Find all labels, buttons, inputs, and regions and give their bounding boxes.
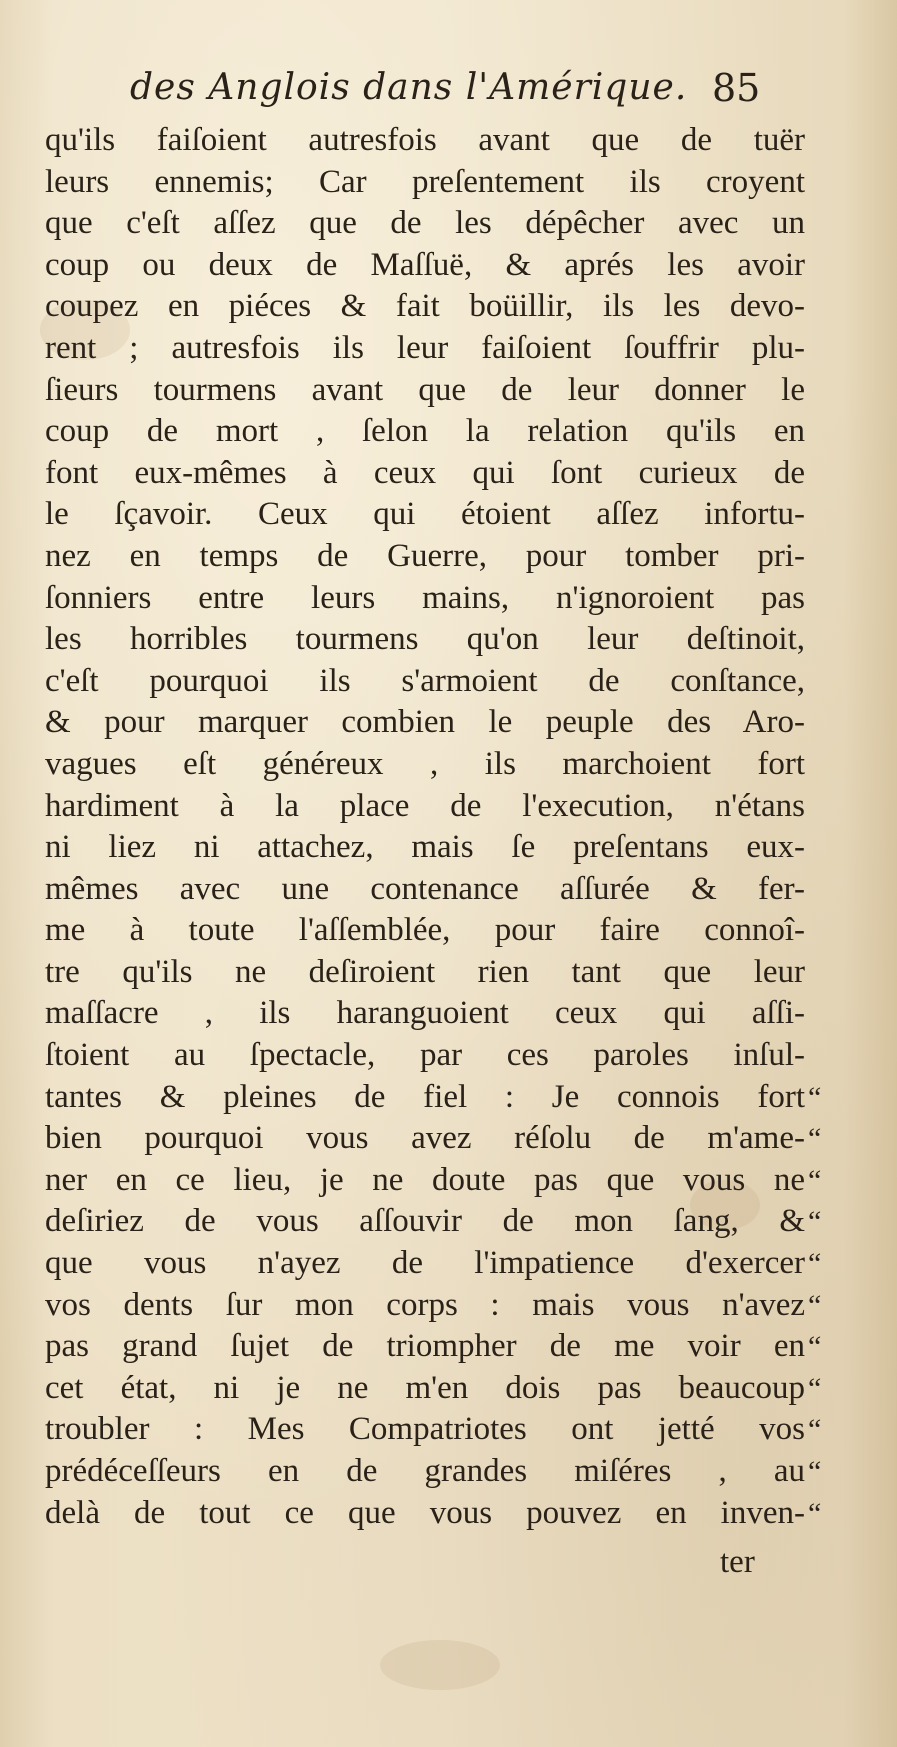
text-line: font eux-mêmes à ceux qui ſont curieux de (45, 454, 805, 491)
text-line: maſſacre , ils haranguoient ceux qui aſſi- (45, 995, 805, 1032)
margin-quotation-marks (808, 120, 868, 1534)
text-line: que vous n'ayez de l'impatience d'exercer (45, 1245, 805, 1282)
margin-quote-mark (808, 993, 868, 1035)
text-line: nez en temps de Guerre, pour tomber pri- (45, 537, 805, 574)
margin-quote-mark: “ (808, 1371, 822, 1405)
text-line: vos dents ſur mon corps : mais vous n'avez (45, 1286, 805, 1323)
text-line: c'eſt pourquoi ils s'armoient de conſtance, (45, 662, 805, 699)
margin-quote-mark (808, 1035, 868, 1077)
margin-quote-mark: “ (808, 1122, 822, 1156)
text-line: rent ; autresfois ils leur faiſoient ſouffrir plu- (45, 329, 805, 366)
text-line: ſieurs tourmens avant que de leur donner le (45, 371, 805, 408)
catchword: ter (720, 1544, 755, 1580)
margin-quote-mark: “ (808, 1080, 822, 1114)
margin-quote-mark (808, 536, 868, 578)
text-line: coupez en piéces & fait boüillir, ils les devo- (45, 288, 805, 325)
text-line: ner en ce lieu, je ne doute pas que vous ne (45, 1161, 805, 1198)
margin-quote-mark (808, 162, 868, 204)
text-line: vagues eſt généreux , ils marchoient fort (45, 745, 805, 782)
text-line: hardiment à la place de l'execution, n'étans (45, 787, 805, 824)
margin-quote-mark (808, 952, 868, 994)
margin-quote-mark: “ (808, 1288, 822, 1322)
running-title: des Anglois dans l'Amérique. (130, 67, 688, 108)
margin-quote-mark (808, 494, 868, 536)
text-line: tre qu'ils ne deſiroient rien tant que leur (45, 953, 805, 990)
running-head (0, 58, 897, 118)
margin-quote-mark (808, 120, 868, 162)
text-line: pas grand ſujet de triompher de me voir en (45, 1328, 805, 1365)
text-line: que c'eſt aſſez que de les dépêcher avec un (45, 205, 805, 242)
text-line: coup ou deux de Maſſuë, & aprés les avoir (45, 246, 805, 283)
text-line: ni liez ni attachez, mais ſe preſentans eux- (45, 829, 805, 866)
margin-quote-mark (808, 619, 868, 661)
margin-quote-mark: “ (808, 1496, 822, 1530)
margin-quote-mark: “ (808, 1330, 822, 1364)
text-line: bien pourquoi vous avez réſolu de m'ame- (45, 1120, 805, 1157)
margin-quote-mark (808, 786, 868, 828)
margin-quote-mark (808, 869, 868, 911)
margin-quote-mark (808, 578, 868, 620)
margin-quote-mark (808, 661, 868, 703)
text-line: prédéceſſeurs en de grandes miſéres , au (45, 1453, 805, 1489)
text-line: troubler : Mes Compatriotes ont jetté vos (45, 1411, 805, 1448)
margin-quote-mark (808, 370, 868, 412)
margin-quote-mark: “ (808, 1455, 822, 1488)
text-line: ſtoient au ſpectacle, par ces paroles inſul- (45, 1037, 805, 1074)
margin-quote-mark (808, 453, 868, 495)
margin-quote-mark: “ (808, 1247, 822, 1281)
margin-quote-mark (808, 827, 868, 869)
paper-stain (380, 1640, 500, 1690)
text-line: les horribles tourmens qu'on leur deſtinoit, (45, 621, 805, 658)
text-line: deſiriez de vous aſſouvir de mon ſang, & (45, 1203, 805, 1240)
margin-quote-mark (808, 286, 868, 328)
text-line: & pour marquer combien le peuple des Aro- (45, 704, 805, 741)
page-number: 85 (712, 66, 761, 110)
margin-quote-mark (808, 910, 868, 952)
margin-quote-mark: “ (808, 1205, 822, 1239)
margin-quote-mark (808, 702, 868, 744)
text-line: delà de tout ce que vous pouvez en inven- (45, 1494, 805, 1531)
margin-quote-mark (808, 411, 868, 453)
text-line: me à toute l'aſſemblée, pour faire connoî- (45, 912, 805, 949)
margin-quote-mark (808, 744, 868, 786)
margin-quote-mark: “ (808, 1163, 822, 1197)
margin-quote-mark (808, 203, 868, 245)
text-line: leurs ennemis; Car preſentement ils croyent (45, 163, 805, 200)
margin-quote-mark (808, 245, 868, 287)
text-line: ſonniers entre leurs mains, n'ignoroient pas (45, 579, 805, 616)
margin-quote-mark (808, 328, 868, 370)
margin-quote-mark: “ (808, 1413, 822, 1447)
text-line: le ſçavoir. Ceux qui étoient aſſez infortu- (45, 496, 805, 533)
body-text (45, 120, 805, 1534)
text-line: cet état, ni je ne m'en dois pas beaucoup (45, 1369, 805, 1406)
text-line: qu'ils faiſoient autresfois avant que de tuër (45, 122, 805, 158)
text-line: coup de mort , ſelon la relation qu'ils en (45, 413, 805, 450)
text-line: mêmes avec une contenance aſſurée & fer- (45, 870, 805, 907)
text-line: tantes & pleines de fiel : Je connois fort (45, 1078, 805, 1115)
